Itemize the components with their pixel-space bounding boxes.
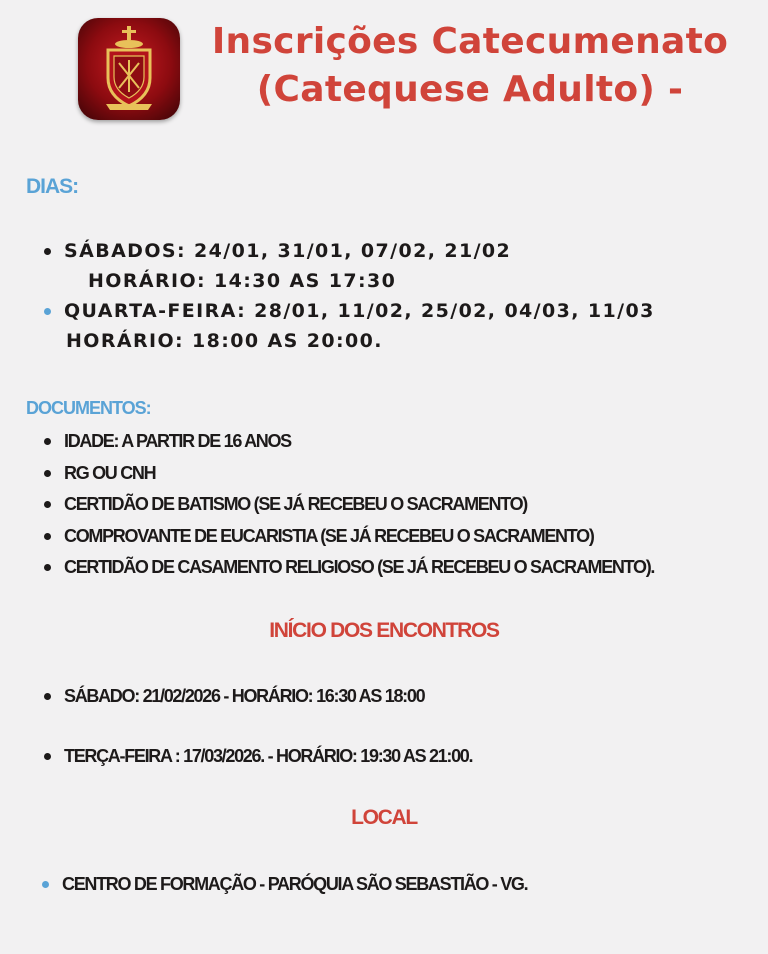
bullet-icon bbox=[44, 501, 51, 508]
dias-heading: DIAS: bbox=[26, 175, 79, 198]
list-item bbox=[44, 296, 744, 356]
schedule-days: SÁBADOS: 24/01, 31/01, 07/02, 21/02 bbox=[64, 240, 512, 262]
document-label: CERTIDÃO DE BATISMO (SE JÁ RECEBEU O SACRAMENTO) bbox=[64, 494, 527, 514]
inicio-heading: INÍCIO DOS ENCONTROS bbox=[269, 619, 499, 642]
page-title bbox=[190, 18, 750, 114]
encontro-label: TERÇA-FEIRA : 17/03/2026. - HORÁRIO: 19:30 AS 21:00. bbox=[64, 746, 473, 766]
dias-list bbox=[44, 236, 744, 356]
list-item bbox=[42, 870, 762, 898]
encontros-list bbox=[44, 682, 744, 770]
encontro-label: SÁBADO: 21/02/2026 - HORÁRIO: 16:30 AS 18:00 bbox=[64, 686, 425, 706]
list-item bbox=[44, 552, 764, 584]
local-label: CENTRO DE FORMAÇÃO - PARÓQUIA SÃO SEBASTIÃO - VG. bbox=[62, 874, 528, 894]
bullet-icon bbox=[44, 470, 51, 477]
bullet-icon bbox=[44, 308, 51, 315]
title-line-2: (Catequese Adulto) - bbox=[256, 69, 684, 110]
header bbox=[0, 0, 768, 140]
list-item bbox=[44, 489, 764, 521]
documentos-heading: DOCUMENTOS: bbox=[26, 398, 151, 418]
bullet-icon bbox=[44, 753, 51, 760]
schedule-days: QUARTA-FEIRA: 28/01, 11/02, 25/02, 04/03, 11/03 bbox=[64, 300, 655, 322]
documentos-list bbox=[44, 426, 764, 584]
document-label: IDADE: A PARTIR DE 16 ANOS bbox=[64, 431, 291, 451]
local-list bbox=[42, 870, 762, 898]
list-item bbox=[44, 682, 744, 710]
list-item bbox=[44, 458, 764, 490]
document-label: COMPROVANTE DE EUCARISTIA (SE JÁ RECEBEU O SACRAMENTO) bbox=[64, 525, 594, 546]
local-heading: LOCAL bbox=[351, 806, 417, 829]
bullet-icon bbox=[44, 564, 51, 571]
bullet-icon bbox=[44, 438, 51, 445]
list-item bbox=[44, 236, 744, 296]
schedule-time: HORÁRIO: 18:00 AS 20:00. bbox=[66, 330, 383, 352]
schedule-time: HORÁRIO: 14:30 AS 17:30 bbox=[88, 270, 397, 292]
bullet-icon bbox=[44, 693, 51, 700]
bullet-icon bbox=[44, 248, 51, 255]
parish-crest-icon bbox=[78, 18, 180, 120]
bullet-icon bbox=[44, 533, 51, 540]
list-item bbox=[44, 521, 764, 553]
list-item bbox=[44, 426, 764, 458]
document-label: CERTIDÃO DE CASAMENTO RELIGIOSO (SE JÁ RECEBEU O SACRAMENTO). bbox=[64, 557, 655, 577]
bullet-icon bbox=[42, 881, 49, 888]
document-label: RG OU CNH bbox=[64, 462, 156, 483]
title-line-1: Inscrições Catecumenato bbox=[211, 21, 729, 62]
list-item bbox=[44, 742, 744, 770]
